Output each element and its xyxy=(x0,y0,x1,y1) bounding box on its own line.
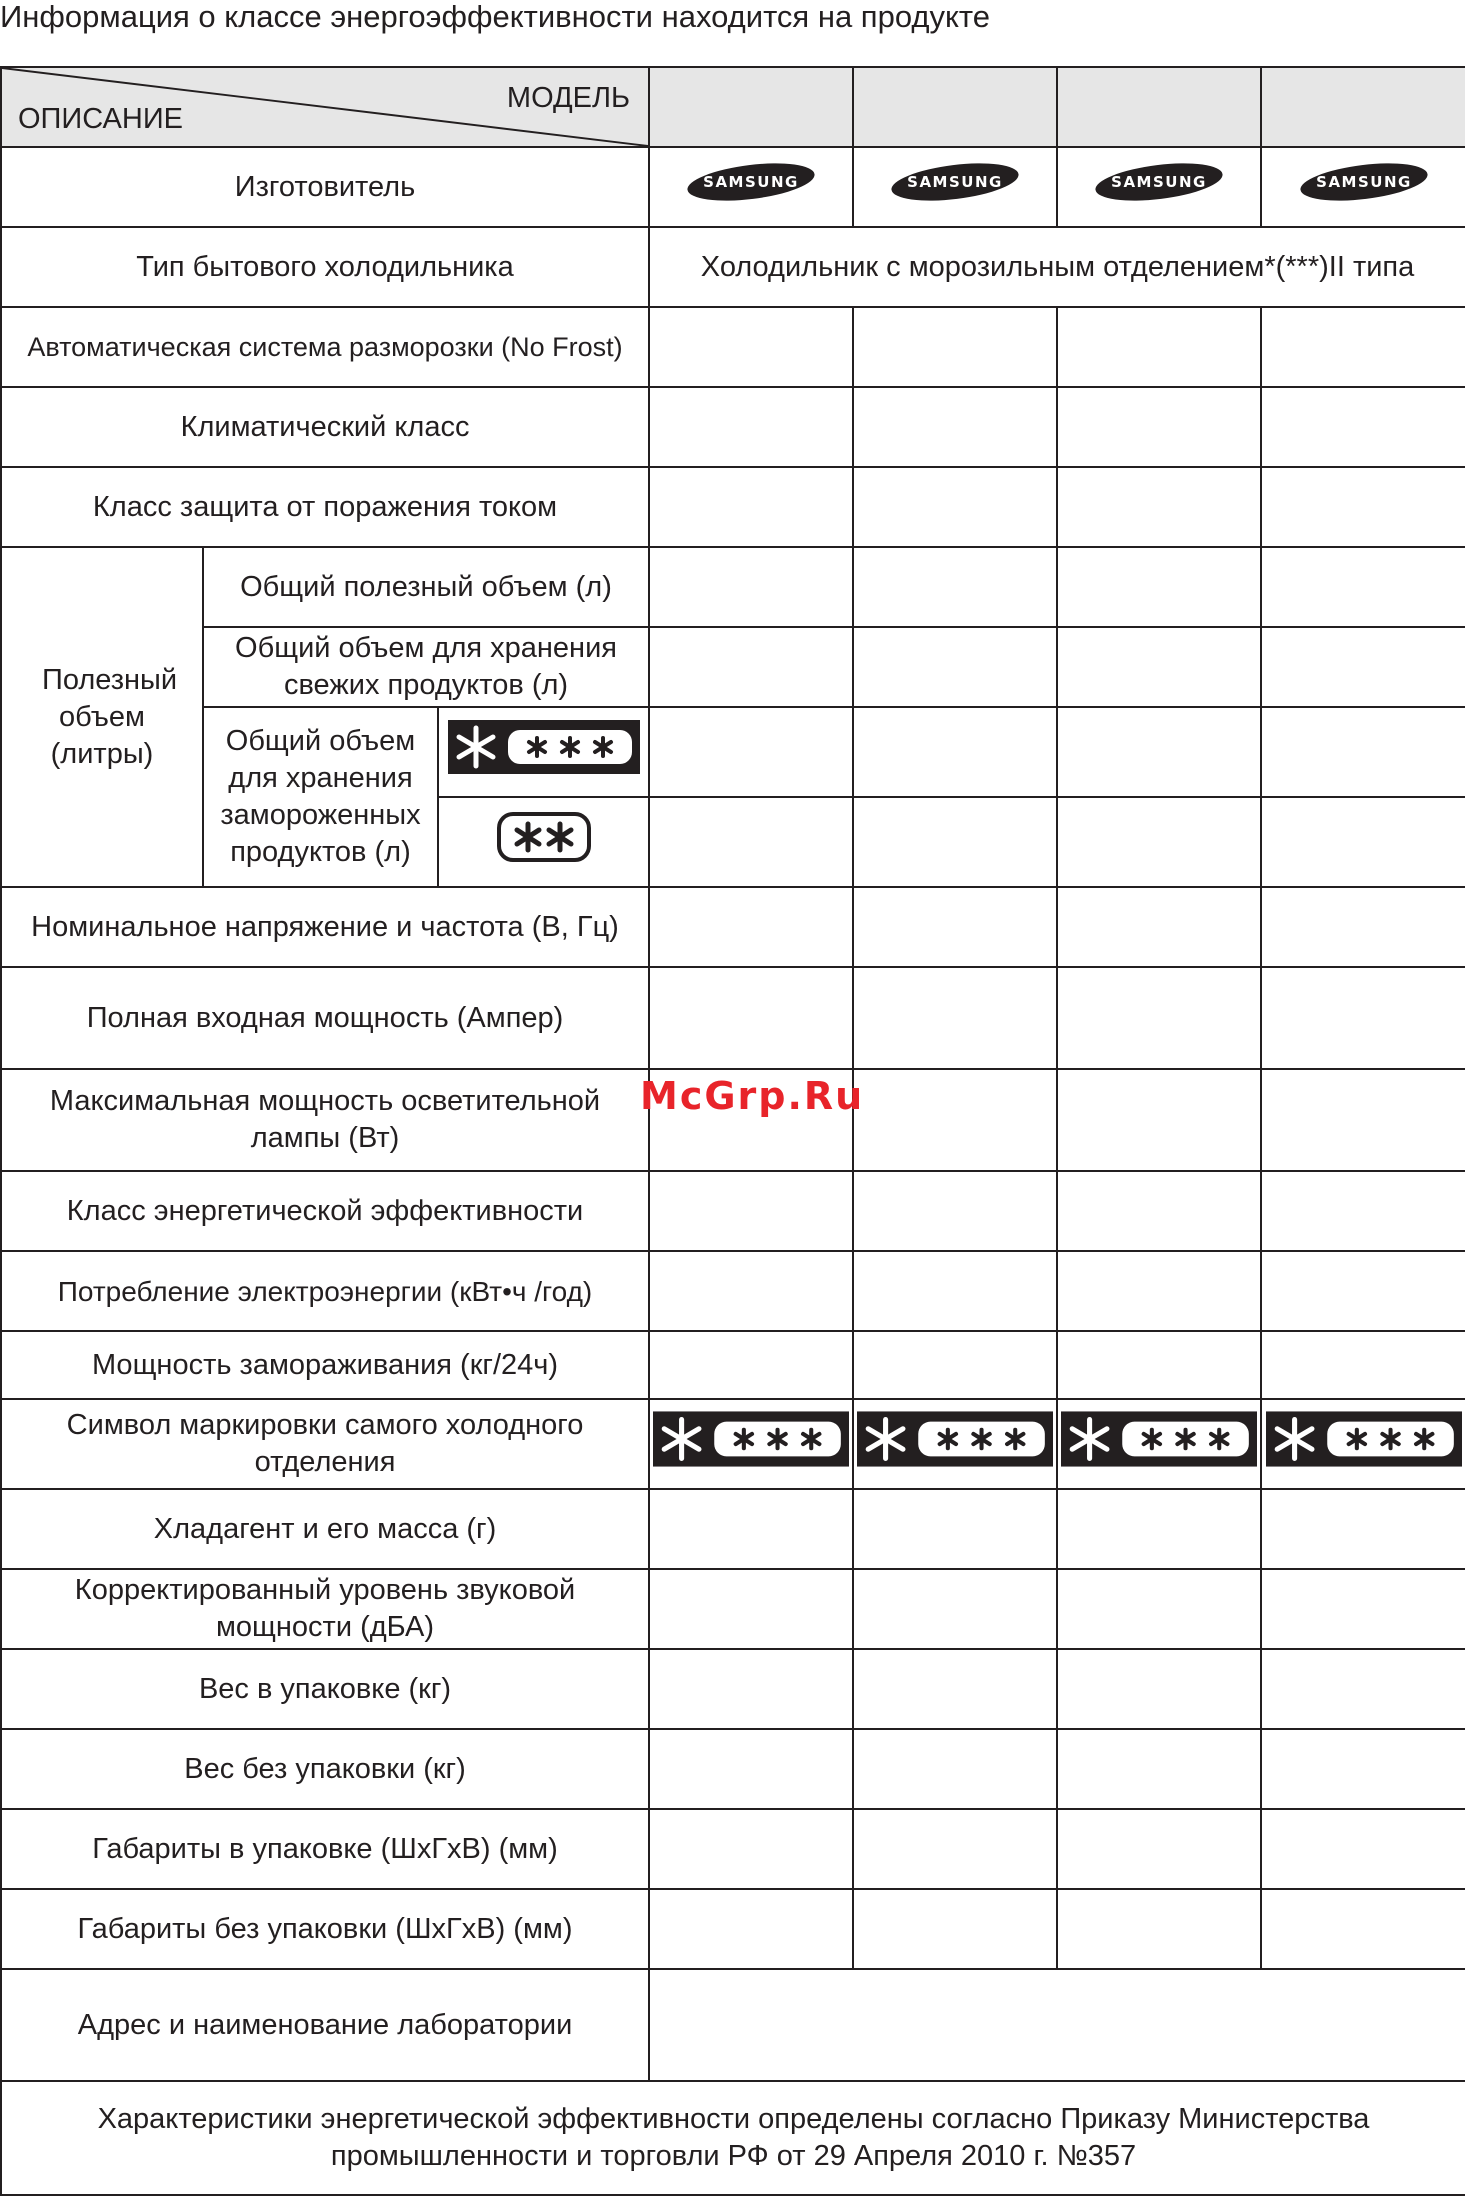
value-cell xyxy=(649,1331,853,1399)
value-cell xyxy=(853,707,1057,797)
value-cell xyxy=(1261,707,1465,797)
spec-table xyxy=(0,66,1465,2196)
manufacturer-logo-cell xyxy=(1057,147,1261,227)
value-cell xyxy=(1261,1171,1465,1251)
svg-text:SAMSUNG: SAMSUNG xyxy=(703,173,799,191)
value-cell xyxy=(649,1889,853,1969)
svg-text:SAMSUNG: SAMSUNG xyxy=(907,173,1003,191)
model-cell-1 xyxy=(649,67,853,147)
row-label-dims-unpacked: Габариты без упаковки (ШхГхВ) (мм) xyxy=(1,1889,649,1969)
row-label-fresh-volume: Общий объем для хранения свежих продуктов (л) xyxy=(203,627,649,707)
row-label-no-frost: Автоматическая система разморозки (No Frost) xyxy=(1,307,649,387)
manufacturer-logo-cell xyxy=(853,147,1057,227)
row-label-manufacturer: Изготовитель xyxy=(1,147,649,227)
value-cell xyxy=(649,1489,853,1569)
svg-text:SAMSUNG: SAMSUNG xyxy=(1111,173,1207,191)
value-cell xyxy=(649,467,853,547)
value-cell xyxy=(649,627,853,707)
row-label-frozen-volume: Общий объем для хранения замороженных продуктов (л) xyxy=(203,707,438,887)
value-cell xyxy=(1057,1489,1261,1569)
value-cell xyxy=(853,1489,1057,1569)
value-cell xyxy=(1057,387,1261,467)
value-cell xyxy=(1057,967,1261,1069)
value-cell xyxy=(1057,627,1261,707)
value-cell xyxy=(1261,1649,1465,1729)
value-cell xyxy=(1057,467,1261,547)
value-cell xyxy=(649,1171,853,1251)
row-label-consumption: Потребление электроэнергии (кВт•ч /год) xyxy=(1,1251,649,1331)
value-cell xyxy=(853,1809,1057,1889)
two-star-symbol-cell xyxy=(438,797,649,887)
header-description-label: ОПИСАНИЕ xyxy=(18,103,184,135)
value-cell xyxy=(853,467,1057,547)
value-cell xyxy=(1057,1069,1261,1171)
row-label-energy-class: Класс энергетической эффективности xyxy=(1,1171,649,1251)
freezer-four-star-icon xyxy=(1266,1411,1462,1467)
value-cell xyxy=(1261,1069,1465,1171)
value-cell xyxy=(1261,547,1465,627)
lab-value-cell xyxy=(649,1969,1465,2081)
freezer-four-star-icon xyxy=(653,1411,849,1467)
four-star-symbol-cell xyxy=(438,707,649,797)
value-cell xyxy=(853,387,1057,467)
model-cell-2 xyxy=(853,67,1057,147)
value-cell xyxy=(853,797,1057,887)
freezer-two-star-icon xyxy=(496,811,592,863)
coldest-symbol-cell xyxy=(1057,1399,1261,1489)
row-label-weight-packed: Вес в упаковке (кг) xyxy=(1,1649,649,1729)
value-cell xyxy=(853,1251,1057,1331)
value-cell xyxy=(853,1069,1057,1171)
value-cell xyxy=(649,1809,853,1889)
samsung-logo xyxy=(1298,161,1430,203)
coldest-symbol-cell xyxy=(649,1399,853,1489)
value-cell xyxy=(1057,307,1261,387)
samsung-logo xyxy=(889,161,1021,203)
value-cell xyxy=(1057,1729,1261,1809)
value-cell xyxy=(1057,1251,1261,1331)
value-cell xyxy=(1261,1889,1465,1969)
row-label-freezing-power: Мощность замораживания (кг/24ч) xyxy=(1,1331,649,1399)
value-cell xyxy=(1057,1649,1261,1729)
samsung-logo xyxy=(685,161,817,203)
row-label-coldest-symbol: Символ маркировки самого холодного отделения xyxy=(1,1399,649,1489)
value-cell xyxy=(1261,1331,1465,1399)
value-cell xyxy=(853,1569,1057,1649)
row-label-lab: Адрес и наименование лаборатории xyxy=(1,1969,649,2081)
row-label-dims-packed: Габариты в упаковке (ШхГхВ) (мм) xyxy=(1,1809,649,1889)
model-cell-3 xyxy=(1057,67,1261,147)
value-cell xyxy=(649,1569,853,1649)
row-label-shock-protection: Класс защита от поражения током xyxy=(1,467,649,547)
value-cell xyxy=(853,1649,1057,1729)
value-cell xyxy=(1261,1809,1465,1889)
value-cell xyxy=(1057,547,1261,627)
value-cell xyxy=(649,387,853,467)
value-cell xyxy=(1057,797,1261,887)
value-cell xyxy=(1057,1569,1261,1649)
header-model-label: МОДЕЛЬ xyxy=(506,82,631,114)
value-cell xyxy=(1057,1331,1261,1399)
watermark: McGrp.Ru xyxy=(640,1074,865,1118)
value-cell xyxy=(853,1889,1057,1969)
manufacturer-logo-cell xyxy=(649,147,853,227)
value-cell xyxy=(649,1649,853,1729)
row-label-weight-unpacked: Вес без упаковки (кг) xyxy=(1,1729,649,1809)
row-label-lamp-power: Максимальная мощность осветительной лампы (Вт) xyxy=(1,1069,649,1171)
row-label-noise: Корректированный уровень звуковой мощности (дБА) xyxy=(1,1569,649,1649)
value-cell xyxy=(649,307,853,387)
row-label-input-power: Полная входная мощность (Ампер) xyxy=(1,967,649,1069)
value-cell xyxy=(649,1729,853,1809)
manufacturer-logo-cell xyxy=(1261,147,1465,227)
freezer-four-star-icon xyxy=(448,720,640,774)
value-cell xyxy=(1261,1569,1465,1649)
coldest-symbol-cell xyxy=(853,1399,1057,1489)
value-cell xyxy=(853,627,1057,707)
page-title: Информация о классе энергоэффективности находится на продукте xyxy=(0,0,990,34)
value-cell xyxy=(1261,467,1465,547)
value-cell xyxy=(1057,1809,1261,1889)
svg-text:SAMSUNG: SAMSUNG xyxy=(1315,173,1412,191)
model-cell-4 xyxy=(1261,67,1465,147)
freezer-four-star-icon xyxy=(1061,1411,1257,1467)
value-cell xyxy=(1057,887,1261,967)
header-description-model-cell xyxy=(1,67,649,147)
value-cell xyxy=(1261,1729,1465,1809)
value-cell xyxy=(1057,1889,1261,1969)
value-cell xyxy=(853,307,1057,387)
value-cell xyxy=(853,967,1057,1069)
value-cell xyxy=(1261,967,1465,1069)
value-cell xyxy=(853,1171,1057,1251)
value-cell xyxy=(649,1251,853,1331)
value-cell xyxy=(853,887,1057,967)
value-cell xyxy=(649,707,853,797)
value-cell xyxy=(1261,627,1465,707)
value-cell xyxy=(853,1331,1057,1399)
row-label-volume-group: Полезный объем (литры) xyxy=(1,547,203,887)
value-cell xyxy=(1261,387,1465,467)
value-cell xyxy=(649,967,853,1069)
value-cell xyxy=(1057,707,1261,797)
row-label-refrigerant: Хладагент и его масса (г) xyxy=(1,1489,649,1569)
freezer-four-star-icon xyxy=(857,1411,1053,1467)
row-label-climate-class: Климатический класс xyxy=(1,387,649,467)
value-cell xyxy=(649,547,853,627)
value-cell xyxy=(1261,307,1465,387)
value-cell xyxy=(1261,1251,1465,1331)
row-label-total-volume: Общий полезный объем (л) xyxy=(203,547,649,627)
footnote: Характеристики энергетической эффективности определены согласно Приказу Министерства промышленности и торговли РФ от 29 Апреля 2010 г. №357 xyxy=(1,2081,1465,2195)
coldest-symbol-cell xyxy=(1261,1399,1465,1489)
value-cell xyxy=(1261,797,1465,887)
samsung-logo xyxy=(1093,161,1225,203)
value-cell xyxy=(649,797,853,887)
value-cell xyxy=(1261,887,1465,967)
value-cell xyxy=(1057,1171,1261,1251)
row-label-voltage: Номинальное напряжение и частота (В, Гц) xyxy=(1,887,649,967)
row-label-fridge-type: Тип бытового холодильника xyxy=(1,227,649,307)
value-cell xyxy=(1261,1489,1465,1569)
value-cell xyxy=(853,547,1057,627)
value-cell xyxy=(649,887,853,967)
value-cell xyxy=(853,1729,1057,1809)
fridge-type-value: Холодильник с морозильным отделением*(***)II типа xyxy=(649,227,1465,307)
